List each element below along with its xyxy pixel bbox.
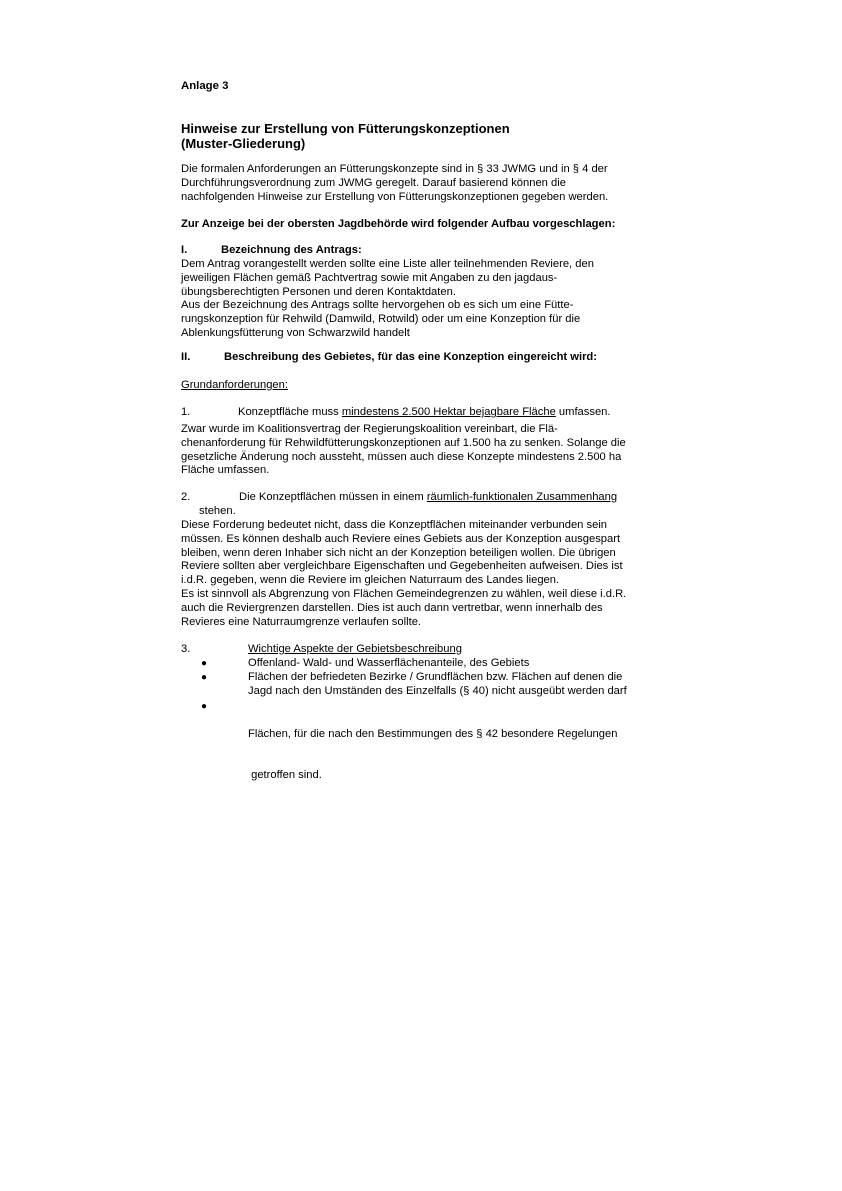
item-2-body bbox=[181, 519, 626, 629]
item-1-line: chenanforderung für Rehwildfütterungskonzeptionen auf 1.500 ha zu senken. Solange die bbox=[181, 436, 626, 449]
intro-line: Die formalen Anforderungen an Fütterungskonzepte sind in § 33 JWMG und in § 4 der bbox=[181, 163, 608, 175]
bullet-icon: ● bbox=[201, 658, 208, 669]
item-3-number: 3. bbox=[181, 643, 191, 655]
item-2-line: Es ist sinnvoll als Abgrenzung von Flächen Gemeindegrenzen zu wählen, weil diese i.d.R. bbox=[181, 587, 627, 600]
section-2-heading bbox=[181, 351, 597, 365]
section-1-line: Ablenkungsfütterung von Schwarzwild handelt bbox=[181, 326, 410, 339]
item-2-line: Diese Forderung bedeutet nicht, dass die Konzeptflächen miteinander verbunden sein bbox=[181, 519, 608, 531]
intro-paragraph bbox=[181, 163, 608, 204]
section-2-title: Beschreibung des Gebietes, für das eine Konzeption eingereicht wird: bbox=[224, 351, 597, 363]
item-2-text: Die Konzeptflächen müssen in einem bbox=[239, 491, 427, 503]
item-2-line: bleiben, wenn deren Inhaber sich nicht an der Konzeption beteiligen wollen. Die übrigen bbox=[181, 546, 616, 559]
basic-requirements-heading: Grundanforderungen: bbox=[181, 379, 288, 391]
item-2-continuation: stehen. bbox=[199, 505, 236, 517]
item-1-text-end: umfassen. bbox=[555, 406, 611, 418]
bullet-line: Flächen, für die nach den Bestimmungen des § 42 besondere Regelungen bbox=[248, 727, 618, 740]
item-2-line: müssen. Es können deshalb auch Reviere eines Gebiets aus der Konzeption ausgespart bbox=[181, 532, 621, 545]
item-2-line: Revieres eine Naturraumgrenze verlaufen sollte. bbox=[181, 615, 422, 628]
item-2-underlined: räumlich-funktionalen Zusammenhang bbox=[426, 491, 618, 503]
item-2-heading bbox=[181, 491, 617, 505]
item-1-line: gesetzliche Änderung noch aussteht, müssen auch diese Konzepte mindestens 2.500 ha bbox=[181, 450, 622, 463]
item-1-text: Konzeptfläche muss bbox=[238, 406, 342, 418]
bullet-text bbox=[248, 700, 617, 810]
section-1-line: übungsberechtigten Personen und deren Kontaktdaten. bbox=[181, 285, 456, 298]
bullet-line: Flächen der befriedeten Bezirke / Grundflächen bzw. Flächen auf denen die bbox=[248, 671, 623, 683]
intro-line: Durchführungsverordnung zum JWMG geregelt. Darauf basierend können die bbox=[181, 176, 566, 189]
item-1-underlined: mindestens 2.500 Hektar bejagbare Fläche bbox=[341, 406, 556, 418]
title-line-1: Hinweise zur Erstellung von Fütterungskonzeptionen bbox=[181, 121, 510, 136]
section-1-line: rungskonzeption für Rehwild (Damwild, Rotwild) oder um eine Konzeption für die bbox=[181, 313, 581, 326]
section-2-number: II. bbox=[181, 351, 191, 363]
section-1-number: I. bbox=[181, 244, 188, 256]
intro-line: nachfolgenden Hinweise zur Erstellung von Fütterungskonzeptionen gegeben werden. bbox=[181, 190, 609, 203]
bullet-text bbox=[248, 671, 627, 699]
item-1-line: Zwar wurde im Koalitionsvertrag der Regierungskoalition vereinbart, die Flä- bbox=[181, 423, 558, 435]
bullet-icon: ● bbox=[201, 701, 208, 712]
bullet-text: Offenland- Wald- und Wasserflächenanteile, des Gebiets bbox=[248, 657, 530, 669]
item-1-heading bbox=[181, 406, 611, 420]
bullet-icon: ● bbox=[201, 672, 208, 683]
annex-label: Anlage 3 bbox=[181, 80, 229, 92]
section-1-line: jeweiligen Flächen gemäß Pachtvertrag sowie mit Angaben zu den jagdaus- bbox=[181, 271, 558, 284]
section-1-line: Aus der Bezeichnung des Antrags sollte hervorgehen ob es sich um eine Fütte- bbox=[181, 299, 574, 312]
document-title bbox=[181, 121, 510, 151]
section-1-body bbox=[181, 258, 594, 341]
item-1-body bbox=[181, 423, 626, 478]
proposal-statement: Zur Anzeige bei der obersten Jagdbehörde wird folgender Aufbau vorgeschlagen: bbox=[181, 218, 616, 230]
bullet-line: getroffen sind. bbox=[248, 768, 322, 781]
item-2-line: auch die Reviergrenzen darstellen. Dies ist auch dann vertretbar, wenn innerhalb des bbox=[181, 601, 603, 614]
item-2-line: i.d.R. gegeben, wenn die Reviere im gleichen Naturraum des Landes liegen. bbox=[181, 574, 560, 587]
section-1-heading bbox=[181, 244, 362, 258]
bullet-line: Jagd nach den Umständen des Einzelfalls (§ 40) nicht ausgeübt werden darf bbox=[248, 684, 627, 697]
section-1-line: Dem Antrag vorangestellt werden sollte eine Liste aller teilnehmenden Reviere, den bbox=[181, 258, 594, 270]
item-3-title: Wichtige Aspekte der Gebietsbeschreibung bbox=[248, 643, 462, 655]
item-2-line: Reviere sollten aber vergleichbare Eigenschaften und Gegebenheiten aufweisen. Dies ist bbox=[181, 560, 623, 573]
item-1-number: 1. bbox=[181, 406, 191, 418]
item-1-line: Fläche umfassen. bbox=[181, 464, 270, 477]
title-line-2: (Muster-Gliederung) bbox=[181, 136, 306, 151]
item-2-number: 2. bbox=[181, 491, 191, 503]
item-3-heading bbox=[181, 643, 462, 657]
section-1-title: Bezeichnung des Antrags: bbox=[221, 244, 362, 256]
